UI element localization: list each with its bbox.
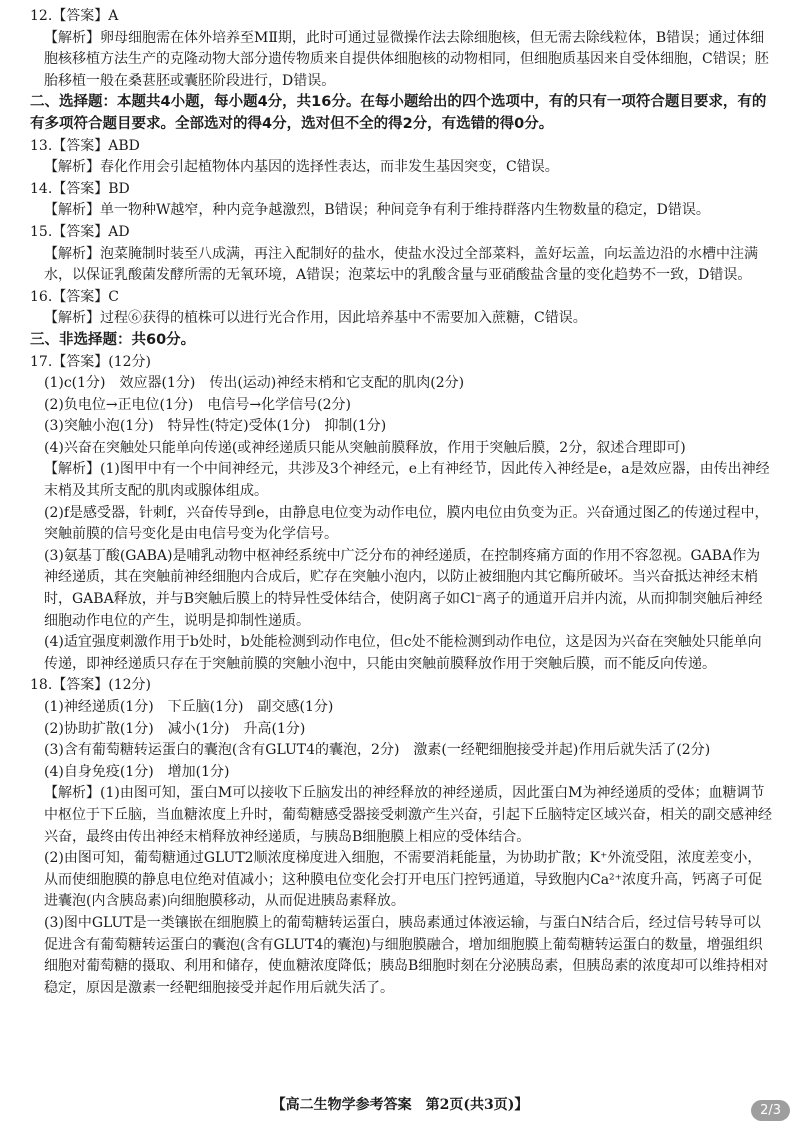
q18-answer-2: (2)协助扩散(1分) 减小(1分) 升高(1分) (44, 720, 306, 737)
q12-answer: 12.【答案】A (30, 8, 119, 24)
q16-analysis: 【解析】过程⑥获得的植株可以进行光合作用，因此培养基中不需要加入蔗糖，C错误。 (44, 310, 587, 327)
q17-explanation-2: (2)f是感受器，针刺f，兴奋传导到e，由静息电位变为动作电位，膜内电位由负变为正。兴奋通过图乙的传递过程中，突触前膜的信号变化是由电信号变为化学信号。 (44, 504, 769, 543)
q12-analysis: 【解析】卵母细胞需在体外培养至MⅡ期，此时可通过显微操作法去除细胞核，但无需去除线粒体，B错误；通过体细胞核移植方法生产的克隆动物大部分遗传物质来自提供体细胞核的动物相同，但细胞质基因来自受体细胞，C错误；胚胎移植一般在桑葚胚或囊胚阶段进行，D错误。 (44, 29, 769, 89)
q16-answer: 16.【答案】C (30, 288, 119, 305)
section3-heading: 三、非选择题：共60分。 (30, 331, 196, 348)
q18-answer: 18.【答案】(12分) (30, 677, 152, 694)
q18-explanation-1: 【解析】(1)由图可知，蛋白M可以接收下丘脑发出的神经释放的神经递质，因此蛋白M为神经递质的受体；血糖调节中枢位于下丘脑，当血糖浓度上升时，葡萄糖感受器接受刺激产生兴奋，引起下丘脑特定区域兴奋，相关的副交感神经兴奋，最终由传出神经末梢释放神经递质，与胰岛B细胞膜上相应的受体结合。 (44, 785, 772, 845)
q18-explanation-3: (3)图中GLUT是一类镶嵌在细胞膜上的葡萄糖转运蛋白，胰岛素通过体液运输，与蛋白N结合后，经过信号转导可以促进含有葡萄糖转运蛋白的囊泡(含有GLUT4的囊泡)与细胞膜融合，增加细胞膜上葡萄糖转运蛋白的数量，增强组织细胞对葡萄糖的摄取、利用和储存，使血糖浓度降低；胰岛B细胞时刻在分泌胰岛素，但胰岛素的浓度却可以维持相对稳定，原因是激素一经靶细胞接受并起作用后就失活了。 (44, 914, 769, 996)
q14-analysis: 【解析】单一物种W越窄，种内竞争越激烈，B错误；种间竞争有利于维持群落内生物数量的稳定，D错误。 (44, 202, 710, 219)
section2-heading: 二、选择题：本题共4小题，每小题4分，共16分。在每小题给出的四个选项中，有的只有一项符合题目要求，有的有多项符合题目要求。全部选对的得4分，选对但不全的得2分，有选错的得0分。 (30, 94, 767, 132)
q18-answer-4: (4)自身免疫(1分) 增加(1分) (44, 763, 230, 780)
q14-answer: 14.【答案】BD (30, 180, 130, 197)
answer-page (30, 6, 772, 999)
page-footer: 【高二生物学参考答案 第2页(共3页)】 (271, 1097, 529, 1113)
q17-explanation-3: (3)氨基丁酸(GABA)是哺乳动物中枢神经系统中广泛分布的神经递质，在控制疼痛方面的作用不容忽视。GABA作为神经递质，其在突触前神经细胞内合成后，贮存在突触小泡内，以防止被细胞内其它酶所破坏。当兴奋抵达神经末梢时，GABA释放，并与B突触后膜上的特异性受体结合，使阴离子如Cl⁻离子的通道开启并内流，从而抑制突触后神经细胞动作电位的产生，说明是抑制性递质。 (44, 547, 763, 629)
q13-analysis: 【解析】春化作用会引起植物体内基因的选择性表达，而非发生基因突变，C错误。 (44, 159, 559, 176)
q17-explanation-4: (4)适宜强度刺激作用于b处时，b处能检测到动作电位，但c处不能检测到动作电位，这是因为兴奋在突触处只能单向传递，即神经递质只存在于突触前膜的突触小泡中，只能由突触前膜释放作用于突触后膜，而不能反向传递。 (44, 634, 762, 672)
q17-answer-1: (1)c(1分) 效应器(1分) 传出(运动)神经末梢和它支配的肌肉(2分) (44, 375, 465, 392)
q13-answer: 13.【答案】ABD (30, 137, 140, 154)
q17-answer: 17.【答案】(12分) (30, 353, 152, 370)
q15-analysis: 【解析】泡菜腌制时装至八成满，再注入配制好的盐水，使盐水没过全部菜料，盖好坛盖，向坛盖边沿的水槽中注满水，以保证乳酸菌发酵所需的无氧环境，A错误；泡菜坛中的乳酸含量与亚硝酸盐含量的变化趋势不一致，D错误。 (44, 245, 758, 284)
page-indicator-badge[interactable]: 2/3 (751, 1100, 790, 1121)
q15-answer: 15.【答案】AD (30, 223, 130, 240)
q18-explanation-2: (2)由图可知，葡萄糖通过GLUT2顺浓度梯度进入细胞，不需要消耗能量，为协助扩散；K⁺外流受阻，浓度差变小，从而使细胞膜的静息电位绝对值减小；这种膜电位变化会打开电压门控钙通道，导致胞内Ca²⁺浓度升高，钙离子可促进囊泡(内含胰岛素)向细胞膜移动，从而促进胰岛素释放。 (44, 850, 763, 910)
q17-answer-4: (4)兴奋在突触处只能单向传递(或神经递质只能从突触前膜释放，作用于突触后膜，2分，叙述合理即可) (44, 439, 686, 456)
q18-answer-3: (3)含有葡萄糖转运蛋白的囊泡(含有GLUT4的囊泡，2分) 激素(一经靶细胞接受并起)作用后就失活了(2分) (44, 742, 711, 759)
q17-answer-2: (2)负电位→正电位(1分) 电信号→化学信号(2分) (44, 396, 351, 413)
q17-answer-3: (3)突触小泡(1分) 特异性(特定)受体(1分) 抑制(1分) (44, 418, 387, 435)
q18-answer-1: (1)神经递质(1分) 下丘脑(1分) 副交感(1分) (44, 699, 334, 715)
q17-explanation-1: 【解析】(1)图甲中有一个中间神经元，共涉及3个神经元，e上有神经节，因此传入神经是e，a是效应器，由传出神经末梢及其所支配的肌肉或腺体组成。 (44, 461, 770, 500)
